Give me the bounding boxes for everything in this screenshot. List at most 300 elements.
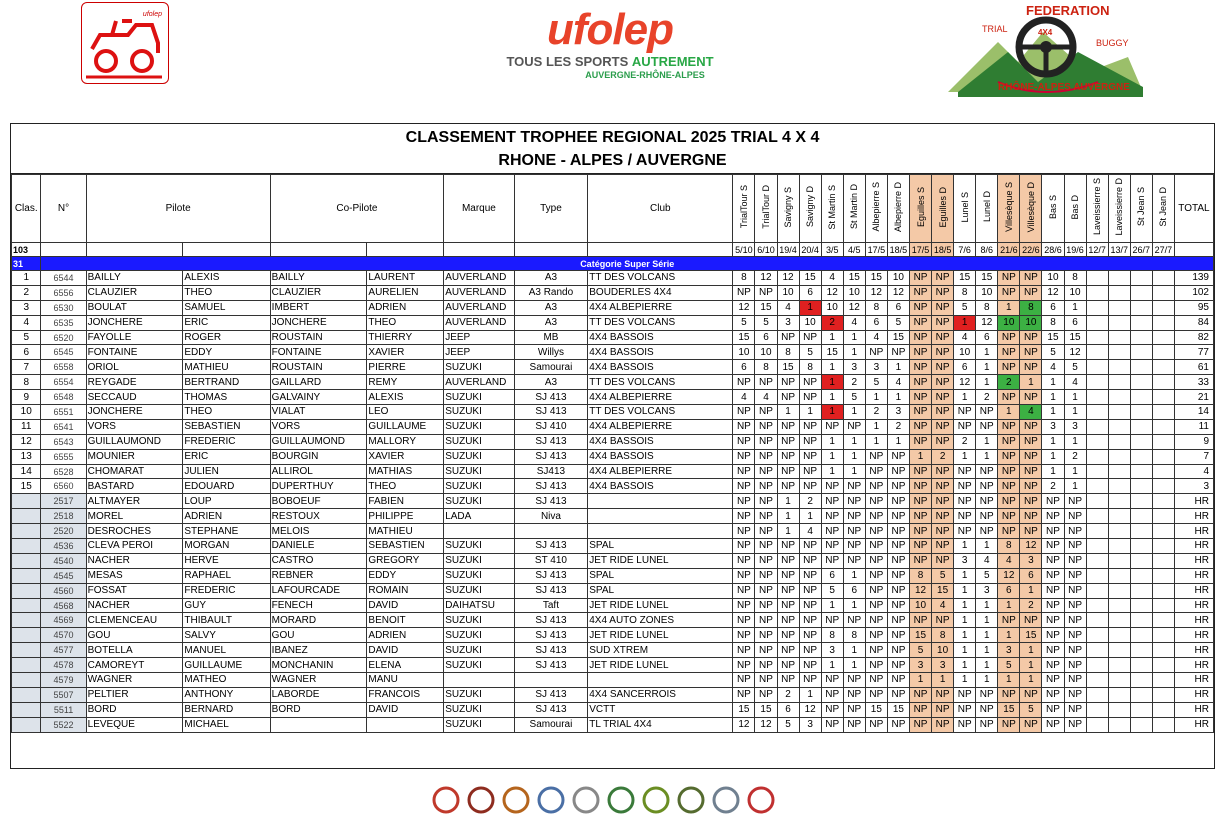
cell-score bbox=[1086, 390, 1108, 405]
event-header bbox=[799, 175, 821, 243]
cell-score: 3 bbox=[865, 360, 887, 375]
cell-copilote-prenom: MATHIEU bbox=[367, 524, 444, 539]
cell-score: NP bbox=[998, 524, 1020, 539]
cell-score bbox=[1130, 300, 1152, 315]
cell-score: 1 bbox=[1042, 405, 1064, 420]
cell-score: NP bbox=[998, 434, 1020, 449]
cell-score: NP bbox=[755, 539, 777, 554]
cell-score: NP bbox=[733, 405, 755, 420]
event-date: 19/4 bbox=[777, 243, 799, 257]
cell-score: NP bbox=[799, 449, 821, 464]
cell-num: 6554 bbox=[41, 375, 86, 390]
sponsor-logo-icon bbox=[539, 788, 563, 812]
cell-score bbox=[1130, 673, 1152, 688]
event-name: Eguilles S bbox=[915, 186, 926, 228]
cell-copilote-prenom: GUILLAUME bbox=[367, 419, 444, 434]
cell-marque: AUVERLAND bbox=[444, 300, 514, 315]
cell-score: NP bbox=[1064, 583, 1086, 598]
cell-club: TL TRIAL 4X4 bbox=[588, 717, 733, 732]
cell-score: 3 bbox=[998, 643, 1020, 658]
cell-score: 3 bbox=[777, 315, 799, 330]
cell-club: BOUDERLES 4X4 bbox=[588, 285, 733, 300]
cell-clas bbox=[12, 583, 41, 598]
cell-score: NP bbox=[954, 687, 976, 702]
cell-score bbox=[1086, 300, 1108, 315]
cell-clas bbox=[12, 717, 41, 732]
cell-score: 2 bbox=[799, 494, 821, 509]
cell-score bbox=[1130, 553, 1152, 568]
cell-score: 1 bbox=[998, 300, 1020, 315]
cell-club: TT DES VOLCANS bbox=[588, 315, 733, 330]
cell-clas bbox=[12, 553, 41, 568]
cell-score: NP bbox=[865, 717, 887, 732]
cell-score: 8 bbox=[799, 360, 821, 375]
cell-score: NP bbox=[799, 479, 821, 494]
cell-score: NP bbox=[976, 524, 998, 539]
cell-score: NP bbox=[843, 613, 865, 628]
cell-pilote-nom: WAGNER bbox=[86, 673, 183, 688]
cell-score bbox=[1108, 390, 1130, 405]
cell-copilote-prenom: EDDY bbox=[367, 568, 444, 583]
cell-score: 3 bbox=[1064, 419, 1086, 434]
cell-club: 4X4 ALBEPIERRE bbox=[588, 390, 733, 405]
cell-copilote-nom: ROUSTAIN bbox=[270, 330, 367, 345]
table-row bbox=[12, 285, 1214, 300]
cell-total: HR bbox=[1174, 509, 1213, 524]
cell-score: NP bbox=[976, 509, 998, 524]
cell-num: 6543 bbox=[41, 434, 86, 449]
cell-score: NP bbox=[777, 449, 799, 464]
cell-score bbox=[1130, 345, 1152, 360]
cell-total: HR bbox=[1174, 583, 1213, 598]
cell-total: HR bbox=[1174, 643, 1213, 658]
cell-score: NP bbox=[909, 390, 931, 405]
cell-score: 6 bbox=[954, 360, 976, 375]
cell-copilote-prenom: ALEXIS bbox=[367, 390, 444, 405]
cell-score bbox=[1108, 583, 1130, 598]
cell-club: TT DES VOLCANS bbox=[588, 405, 733, 420]
cell-score: NP bbox=[777, 464, 799, 479]
event-header bbox=[954, 175, 976, 243]
cell-score: NP bbox=[1064, 494, 1086, 509]
cell-score: NP bbox=[843, 553, 865, 568]
event-name: Lunel S bbox=[959, 191, 970, 223]
event-date: 22/6 bbox=[1020, 243, 1042, 257]
cell-score: NP bbox=[998, 360, 1020, 375]
cell-score: NP bbox=[909, 434, 931, 449]
table-row bbox=[12, 271, 1214, 286]
cell-score bbox=[1108, 300, 1130, 315]
cell-score: 8 bbox=[1020, 300, 1042, 315]
cell-score: 15 bbox=[887, 330, 909, 345]
sponsor-logo-icon bbox=[504, 788, 528, 812]
cell-score: NP bbox=[998, 390, 1020, 405]
cell-club bbox=[588, 509, 733, 524]
cell-num: 6545 bbox=[41, 345, 86, 360]
cell-score: NP bbox=[733, 524, 755, 539]
cell-total: 33 bbox=[1174, 375, 1213, 390]
cell-type: A3 bbox=[514, 300, 588, 315]
cell-score: 8 bbox=[755, 360, 777, 375]
event-date: 3/5 bbox=[821, 243, 843, 257]
table-row bbox=[12, 345, 1214, 360]
cell-score: NP bbox=[887, 687, 909, 702]
cell-score: 1 bbox=[954, 613, 976, 628]
cell-pilote-prenom: ADRIEN bbox=[183, 509, 270, 524]
cell-type: Niva bbox=[514, 509, 588, 524]
cell-club bbox=[588, 524, 733, 539]
event-header bbox=[1086, 175, 1108, 243]
cell-pilote-nom: BORD bbox=[86, 702, 183, 717]
cell-score: 5 bbox=[1042, 345, 1064, 360]
cell-pilote-nom: LEVEQUE bbox=[86, 717, 183, 732]
cell-num: 5511 bbox=[41, 702, 86, 717]
cell-clas: 2 bbox=[12, 285, 41, 300]
cell-score: NP bbox=[733, 658, 755, 673]
cell-score: NP bbox=[1042, 494, 1064, 509]
cell-score bbox=[1086, 658, 1108, 673]
cell-score: 5 bbox=[755, 315, 777, 330]
cell-score: NP bbox=[755, 524, 777, 539]
cell-club: 4X4 BASSOIS bbox=[588, 345, 733, 360]
event-name: St Martin D bbox=[849, 184, 860, 230]
cell-score: 8 bbox=[1064, 271, 1086, 286]
cell-score: 1 bbox=[976, 673, 998, 688]
cell-score: NP bbox=[887, 479, 909, 494]
event-date: 17/5 bbox=[865, 243, 887, 257]
cell-num: 4569 bbox=[41, 613, 86, 628]
cell-score: NP bbox=[909, 315, 931, 330]
cell-score bbox=[1152, 285, 1174, 300]
cell-score: NP bbox=[755, 405, 777, 420]
cell-copilote-prenom: FABIEN bbox=[367, 494, 444, 509]
cell-clas bbox=[12, 687, 41, 702]
cell-score: NP bbox=[1064, 568, 1086, 583]
col-type: Type bbox=[514, 175, 588, 243]
cell-club: SPAL bbox=[588, 568, 733, 583]
cell-score: NP bbox=[998, 717, 1020, 732]
cell-score: 15 bbox=[755, 702, 777, 717]
cell-marque: SUZUKI bbox=[444, 613, 514, 628]
cell-score: 2 bbox=[1064, 449, 1086, 464]
cell-score bbox=[1152, 375, 1174, 390]
cell-score bbox=[1086, 702, 1108, 717]
event-date: 26/7 bbox=[1130, 243, 1152, 257]
cell-club: VCTT bbox=[588, 702, 733, 717]
cell-score: NP bbox=[865, 613, 887, 628]
cell-score: NP bbox=[777, 643, 799, 658]
cell-clas bbox=[12, 568, 41, 583]
cell-score: NP bbox=[733, 285, 755, 300]
cell-score: 1 bbox=[909, 673, 931, 688]
cell-score: NP bbox=[865, 509, 887, 524]
cell-score bbox=[1108, 494, 1130, 509]
event-header bbox=[733, 175, 755, 243]
cell-score: NP bbox=[954, 494, 976, 509]
cell-score: NP bbox=[932, 613, 954, 628]
cell-pilote-nom: BAILLY bbox=[86, 271, 183, 286]
cell-score: 15 bbox=[909, 628, 931, 643]
cell-pilote-prenom: THEO bbox=[183, 405, 270, 420]
cell-total: 4 bbox=[1174, 464, 1213, 479]
cell-score: 1 bbox=[976, 375, 998, 390]
cell-score: 1 bbox=[998, 673, 1020, 688]
cell-score: NP bbox=[887, 345, 909, 360]
cell-pilote-prenom: GUILLAUME bbox=[183, 658, 270, 673]
cell-score: NP bbox=[932, 300, 954, 315]
cell-type: SJ 413 bbox=[514, 434, 588, 449]
event-name: Laveissierre S bbox=[1092, 178, 1103, 236]
cell-score bbox=[1108, 360, 1130, 375]
cell-score: 8 bbox=[777, 345, 799, 360]
cell-score: 1 bbox=[976, 628, 998, 643]
cell-score: 10 bbox=[1020, 315, 1042, 330]
cell-score: NP bbox=[777, 613, 799, 628]
cell-score: 1 bbox=[843, 658, 865, 673]
cell-score: 2 bbox=[998, 375, 1020, 390]
cell-score: 1 bbox=[954, 390, 976, 405]
cell-total: 61 bbox=[1174, 360, 1213, 375]
cell-score: NP bbox=[1020, 434, 1042, 449]
cell-num: 5507 bbox=[41, 687, 86, 702]
cell-score bbox=[1086, 553, 1108, 568]
cell-score: 1 bbox=[954, 673, 976, 688]
cell-score: NP bbox=[733, 687, 755, 702]
cell-pilote-nom: MOREL bbox=[86, 509, 183, 524]
cell-score: 5 bbox=[954, 300, 976, 315]
cell-score bbox=[1086, 598, 1108, 613]
cell-score: NP bbox=[799, 434, 821, 449]
cell-score: NP bbox=[887, 673, 909, 688]
cell-clas bbox=[12, 539, 41, 554]
cell-copilote-prenom: XAVIER bbox=[367, 449, 444, 464]
cell-marque: SUZUKI bbox=[444, 405, 514, 420]
col-total: TOTAL bbox=[1174, 175, 1213, 243]
cell-marque: SUZUKI bbox=[444, 568, 514, 583]
cell-score bbox=[1108, 539, 1130, 554]
cell-type: A3 bbox=[514, 315, 588, 330]
cell-score: NP bbox=[932, 524, 954, 539]
cell-copilote-prenom: XAVIER bbox=[367, 345, 444, 360]
ufolep-slogan bbox=[480, 54, 740, 69]
cell-score: NP bbox=[777, 434, 799, 449]
cell-score: NP bbox=[909, 464, 931, 479]
cell-score bbox=[1130, 613, 1152, 628]
cell-clas bbox=[12, 643, 41, 658]
event-name: St Jean S bbox=[1136, 187, 1147, 227]
cell-total: 139 bbox=[1174, 271, 1213, 286]
cell-type: SJ 413 bbox=[514, 390, 588, 405]
cell-pilote-nom: BASTARD bbox=[86, 479, 183, 494]
cell-type: SJ 413 bbox=[514, 687, 588, 702]
event-header bbox=[976, 175, 998, 243]
cell-score: NP bbox=[799, 539, 821, 554]
cell-score: 5 bbox=[1020, 702, 1042, 717]
cell-score: 1 bbox=[777, 509, 799, 524]
cell-score: NP bbox=[932, 539, 954, 554]
cell-score: 2 bbox=[821, 315, 843, 330]
table-row bbox=[12, 330, 1214, 345]
cell-marque: SUZUKI bbox=[444, 434, 514, 449]
cell-score: NP bbox=[755, 658, 777, 673]
cell-score: NP bbox=[1064, 673, 1086, 688]
cell-score: 6 bbox=[821, 568, 843, 583]
cell-clas bbox=[12, 658, 41, 673]
cell-score: 10 bbox=[954, 345, 976, 360]
table-row bbox=[12, 300, 1214, 315]
cell-score: 12 bbox=[1042, 285, 1064, 300]
cell-marque: SUZUKI bbox=[444, 449, 514, 464]
sponsor-logos-strip bbox=[430, 786, 790, 814]
cell-num: 4545 bbox=[41, 568, 86, 583]
cell-clas: 4 bbox=[12, 315, 41, 330]
cell-score bbox=[1108, 479, 1130, 494]
cell-score: NP bbox=[1064, 643, 1086, 658]
cell-score: 5 bbox=[909, 643, 931, 658]
cell-score: NP bbox=[755, 494, 777, 509]
cell-score: NP bbox=[865, 464, 887, 479]
sponsor-logo-icon bbox=[714, 788, 738, 812]
table-row bbox=[12, 628, 1214, 643]
cell-score: 1 bbox=[954, 449, 976, 464]
cell-score: 1 bbox=[821, 330, 843, 345]
event-name: Bas D bbox=[1070, 194, 1081, 220]
cell-score: NP bbox=[1064, 539, 1086, 554]
cell-score: 1 bbox=[954, 583, 976, 598]
cell-marque: SUZUKI bbox=[444, 479, 514, 494]
cell-clas: 3 bbox=[12, 300, 41, 315]
cell-score: 15 bbox=[932, 583, 954, 598]
cell-score bbox=[1108, 315, 1130, 330]
cell-score: 6 bbox=[1042, 300, 1064, 315]
cell-score: 1 bbox=[821, 360, 843, 375]
cell-score: NP bbox=[1042, 539, 1064, 554]
cell-score bbox=[1130, 539, 1152, 554]
cell-score: NP bbox=[932, 479, 954, 494]
cell-score: 1 bbox=[976, 449, 998, 464]
cell-score: 6 bbox=[755, 330, 777, 345]
cell-pilote-nom: FONTAINE bbox=[86, 345, 183, 360]
cell-score: NP bbox=[799, 375, 821, 390]
cell-club: 4X4 BASSOIS bbox=[588, 360, 733, 375]
cell-score: NP bbox=[909, 419, 931, 434]
cell-score: 1 bbox=[1064, 405, 1086, 420]
event-date: 7/6 bbox=[954, 243, 976, 257]
cell-score: NP bbox=[887, 524, 909, 539]
cell-score: 15 bbox=[799, 271, 821, 286]
cell-score: 2 bbox=[954, 434, 976, 449]
cell-score: NP bbox=[1042, 598, 1064, 613]
cell-score bbox=[1086, 613, 1108, 628]
cell-clas bbox=[12, 628, 41, 643]
cell-copilote-nom: REBNER bbox=[270, 568, 367, 583]
cell-type: MB bbox=[514, 330, 588, 345]
cell-score: NP bbox=[821, 524, 843, 539]
cell-pilote-nom: CLEMENCEAU bbox=[86, 613, 183, 628]
cell-score: 12 bbox=[733, 300, 755, 315]
cell-copilote-prenom: BENOIT bbox=[367, 613, 444, 628]
event-header bbox=[865, 175, 887, 243]
cell-score: NP bbox=[1042, 643, 1064, 658]
cell-score: 12 bbox=[733, 717, 755, 732]
cell-score: NP bbox=[821, 539, 843, 554]
cell-score: NP bbox=[1020, 479, 1042, 494]
cell-score: 1 bbox=[998, 598, 1020, 613]
cell-score: NP bbox=[843, 539, 865, 554]
cell-score: NP bbox=[932, 330, 954, 345]
cell-score: NP bbox=[843, 687, 865, 702]
cell-score: 4 bbox=[821, 271, 843, 286]
cell-score bbox=[1152, 390, 1174, 405]
cell-score: 1 bbox=[954, 315, 976, 330]
cell-score: 1 bbox=[998, 628, 1020, 643]
cell-num: 6541 bbox=[41, 419, 86, 434]
cell-num: 4578 bbox=[41, 658, 86, 673]
cell-pilote-nom: VORS bbox=[86, 419, 183, 434]
cell-num: 6558 bbox=[41, 360, 86, 375]
cell-type: SJ 413 bbox=[514, 583, 588, 598]
cell-score: NP bbox=[821, 702, 843, 717]
cell-score bbox=[1108, 643, 1130, 658]
cell-clas: 13 bbox=[12, 449, 41, 464]
cell-type: SJ 413 bbox=[514, 539, 588, 554]
event-date: 18/5 bbox=[932, 243, 954, 257]
cell-score: 12 bbox=[843, 300, 865, 315]
cell-score: NP bbox=[777, 539, 799, 554]
cell-score: NP bbox=[954, 405, 976, 420]
cell-score: 10 bbox=[909, 598, 931, 613]
cell-score: 1 bbox=[799, 300, 821, 315]
cell-score: NP bbox=[1042, 553, 1064, 568]
cell-score: NP bbox=[998, 419, 1020, 434]
cell-score: NP bbox=[755, 449, 777, 464]
cell-score: 1 bbox=[976, 613, 998, 628]
cell-marque: LADA bbox=[444, 509, 514, 524]
cell-copilote-prenom: ADRIEN bbox=[367, 300, 444, 315]
cell-clas bbox=[12, 509, 41, 524]
cell-pilote-prenom: ANTHONY bbox=[183, 687, 270, 702]
cell-score: 15 bbox=[777, 360, 799, 375]
cell-score: NP bbox=[909, 702, 931, 717]
cell-score bbox=[1130, 702, 1152, 717]
federation-buggy: BUGGY bbox=[1096, 38, 1129, 48]
cell-score bbox=[1086, 673, 1108, 688]
event-name: TrialTour D bbox=[760, 185, 771, 229]
cell-pilote-nom: BOTELLA bbox=[86, 643, 183, 658]
cell-score: 3 bbox=[843, 360, 865, 375]
cell-score: 6 bbox=[1064, 315, 1086, 330]
cell-score: 8 bbox=[821, 628, 843, 643]
cell-score: NP bbox=[733, 539, 755, 554]
cell-pilote-nom: DESROCHES bbox=[86, 524, 183, 539]
cell-pilote-prenom: HERVE bbox=[183, 553, 270, 568]
cell-copilote-prenom: THEO bbox=[367, 315, 444, 330]
cell-copilote-nom: LABORDE bbox=[270, 687, 367, 702]
cell-score: 1 bbox=[1042, 375, 1064, 390]
event-name: TrialTour S bbox=[738, 185, 749, 229]
cell-num: 4540 bbox=[41, 553, 86, 568]
cell-score bbox=[1152, 539, 1174, 554]
table-row bbox=[12, 613, 1214, 628]
cell-pilote-prenom: EDDY bbox=[183, 345, 270, 360]
title-line-1: CLASSEMENT TROPHEE REGIONAL 2025 TRIAL 4 X 4 bbox=[405, 129, 820, 146]
cell-num: 2520 bbox=[41, 524, 86, 539]
cell-score: 10 bbox=[976, 285, 998, 300]
cell-score: NP bbox=[909, 717, 931, 732]
cell-copilote-nom: DANIELE bbox=[270, 539, 367, 554]
cell-score: NP bbox=[777, 598, 799, 613]
cell-score: 1 bbox=[1042, 390, 1064, 405]
